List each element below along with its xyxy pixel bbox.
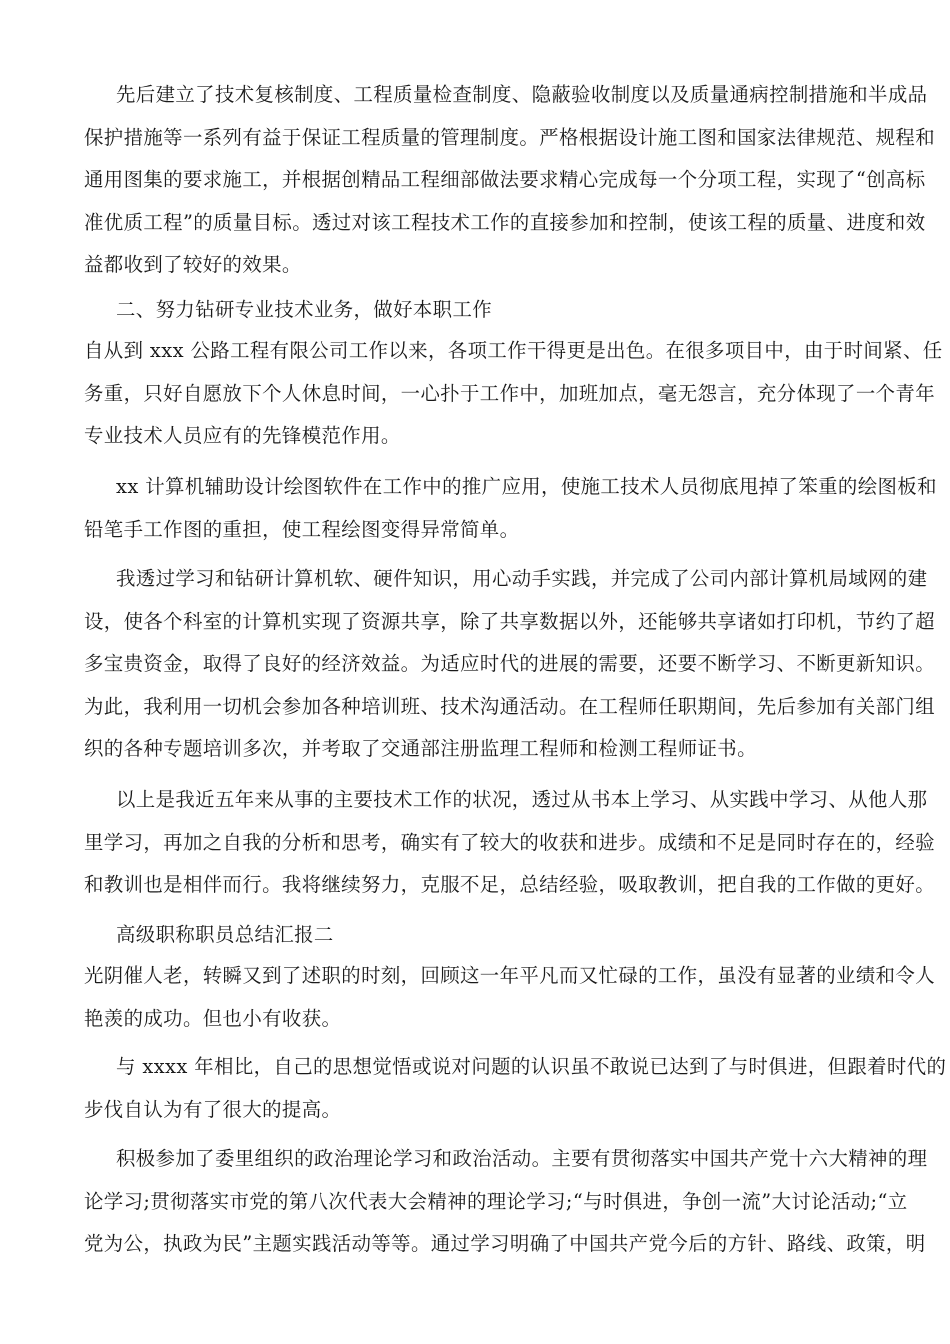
text-line: 和教训也是相伴而行。我将继续努力，克服不足，总结经验，吸取教训，把自我的工作做的更好。 (84, 873, 935, 896)
paragraph-time-flies (84, 955, 935, 1040)
text-line: 自从到 xxx 公路工程有限公司工作以来，各项工作干得更是出色。在很多项目中，由于时间紧、任 (84, 339, 943, 362)
section-heading: 高级职称职员总结汇报二 (116, 923, 334, 946)
text-line: 步伐自认为有了很大的提高。 (84, 1097, 342, 1121)
text-line: 以上是我近五年来从事的主要技术工作的状况，透过从书本上学习、从实践中学习、从他人那 (116, 788, 928, 811)
text-line: 设，使各个科室的计算机实现了资源共享，除了共享数据以外，还能够共享诸如打印机，节约了超 (84, 609, 935, 633)
paragraph-computer-network (84, 558, 935, 771)
text-line: 保护措施等一系列有益于保证工程质量的管理制度。严格根据设计施工图和国家法律规范、规程和 (84, 125, 935, 149)
paragraph-summary (84, 779, 935, 907)
text-line: 益都收到了较好的效果。 (84, 253, 302, 276)
text-line: 党为公，执政为民”主题实践活动等等。通过学习明确了中国共产党今后的方针、路线、政策，明 (84, 1232, 926, 1255)
section-heading: 二、努力钻研专业技术业务，做好本职工作 (116, 298, 493, 321)
text-line: 我透过学习和钻研计算机软、硬件知识，用心动手实践，并完成了公司内部计算机局域网的建 (116, 567, 928, 590)
paragraph-cad-software (84, 466, 937, 551)
paragraph-progress (84, 1046, 947, 1131)
text-line: 铅笔手工作图的重担，使工程绘图变得异常简单。 (84, 517, 520, 541)
text-line: 论学习;贯彻落实市党的第八次代表大会精神的理论学习;“与时俱进，争创一流”大讨论活动;“立 (84, 1189, 908, 1213)
text-line: 积极参加了委里组织的政治理论学习和政治活动。主要有贯彻落实中国共产党十六大精神的理 (116, 1147, 928, 1170)
text-line: 务重，只好自愿放下个人休息时间，一心扑于工作中，加班加点，毫无怨言，充分体现了一个青年 (84, 381, 935, 405)
section-heading-report-two (84, 914, 864, 957)
paragraph-company-work (84, 330, 943, 458)
text-line: 为此，我利用一切机会参加各种培训班、技术沟通活动。在工程师任职期间，先后参加有关部门组 (84, 694, 935, 718)
text-line: xx 计算机辅助设计绘图软件在工作中的推广应用，使施工技术人员彻底甩掉了笨重的绘图板和 (116, 475, 937, 498)
text-line: 光阴催人老，转瞬又到了述职的时刻，回顾这一年平凡而又忙碌的工作，虽没有显著的业绩和令人 (84, 964, 935, 987)
text-line: 与 xxxx 年相比，自己的思想觉悟或说对问题的认识虽不敢说已达到了与时俱进，但跟着时代的 (116, 1055, 947, 1078)
text-line: 里学习，再加之自我的分析和思考，确实有了较大的收获和进步。成绩和不足是同时存在的，经验 (84, 830, 935, 854)
section-heading-two (84, 289, 864, 332)
text-line: 织的各种专题培训多次，并考取了交通部注册监理工程师和检测工程师证书。 (84, 737, 757, 760)
paragraph-political-study (84, 1138, 928, 1266)
text-line: 多宝贵资金，取得了良好的经济效益。为适应时代的进展的需要，还要不断学习、不断更新知识。 (84, 652, 935, 675)
text-line: 艳羡的成功。但也小有收获。 (84, 1006, 342, 1030)
text-line: 准优质工程”的质量目标。透过对该工程技术工作的直接参加和控制，使该工程的质量、进度和效 (84, 210, 926, 234)
paragraph-quality-system (84, 74, 935, 287)
text-line: 先后建立了技术复核制度、工程质量检查制度、隐蔽验收制度以及质量通病控制措施和半成品 (116, 83, 928, 106)
text-line: 专业技术人员应有的先锋模范作用。 (84, 424, 401, 447)
text-line: 通用图集的要求施工，并根据创精品工程细部做法要求精心完成每一个分项工程，实现了“创高标 (84, 168, 926, 191)
